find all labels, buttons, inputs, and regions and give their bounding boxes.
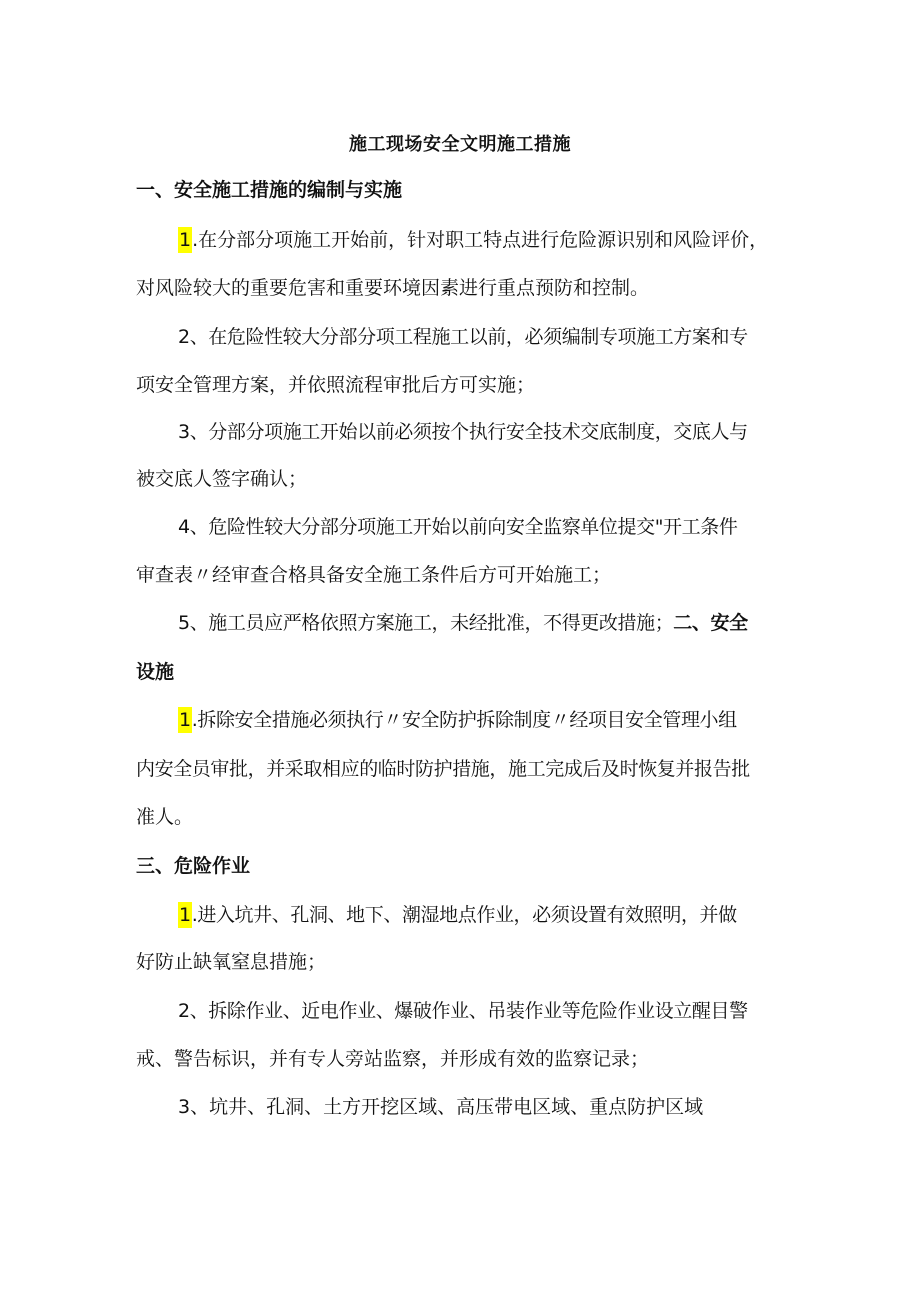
item-number-highlight: 1 (179, 709, 191, 731)
section1-item2-line2: 项安全管理方案，并依照流程审批后方可实施； (136, 374, 536, 396)
section1-item1-text1: .在分部分项施工开始前，针对职工特点进行危险源识别和风险评价， (192, 229, 769, 251)
section2-heading-part2: 设施 (136, 661, 175, 683)
section1-item1-line1 (178, 226, 798, 254)
section1-item4-line2: 审查表〃经审查合格具备安全施工条件后方可开始施工； (136, 564, 612, 586)
section3-item2-line1: 2、拆除作业、近电作业、爆破作业、吊装作业等危险作业设立醒目警 (178, 1000, 748, 1022)
section1-item1-line2: 对风险较大的重要危害和重要环境因素进行重点预防和控制。 (136, 277, 650, 299)
section3-item1-line1 (178, 901, 798, 929)
document-title: 施工现场安全文明施工措施 (349, 134, 571, 155)
section3-item1-text1: .进入坑井、孔洞、地下、潮湿地点作业，必须设置有效照明，并做 (191, 904, 737, 926)
section2-item1-line3: 准人。 (136, 806, 194, 828)
section1-item5-text: 5、施工员应严格依照方案施工，未经批准，不得更改措施； (178, 612, 674, 634)
section1-item4-line1: 4、危险性较大分部分项施工开始以前向安全监察单位提交"开工条件 (178, 516, 738, 538)
section3-item2-line2: 戒、警告标识，并有专人旁站监察，并形成有效的监察记录； (136, 1048, 650, 1070)
section3-item3-line1: 3、坑井、孔洞、土方开挖区域、高压带电区域、重点防护区域 (178, 1096, 704, 1118)
section2-item1-text1: .拆除安全措施必须执行〃安全防护拆除制度〃经项目安全管理小组 (191, 709, 737, 731)
section1-item5-line1 (178, 609, 798, 637)
item-number-highlight: 1 (179, 904, 191, 926)
section1-item2-line1: 2、在危险性较大分部分项工程施工以前，必须编制专项施工方案和专 (178, 326, 748, 348)
section1-item3-line2: 被交底人签字确认； (136, 468, 308, 490)
section3-heading: 三、危险作业 (136, 855, 251, 877)
section1-heading: 一、安全施工措施的编制与实施 (136, 179, 403, 201)
section2-heading-part1: 二、安全 (673, 612, 748, 634)
section2-item1-line2: 内安全员审批，并采取相应的临时防护措施，施工完成后及时恢复并报告批 (136, 758, 750, 780)
section1-item3-line1: 3、分部分项施工开始以前必须按个执行安全技术交底制度，交底人与 (178, 421, 748, 443)
section3-item1-line2: 好防止缺氧窒息措施； (136, 951, 327, 973)
section2-item1-line1 (178, 706, 798, 734)
item-number-highlight: 1 (179, 229, 192, 251)
